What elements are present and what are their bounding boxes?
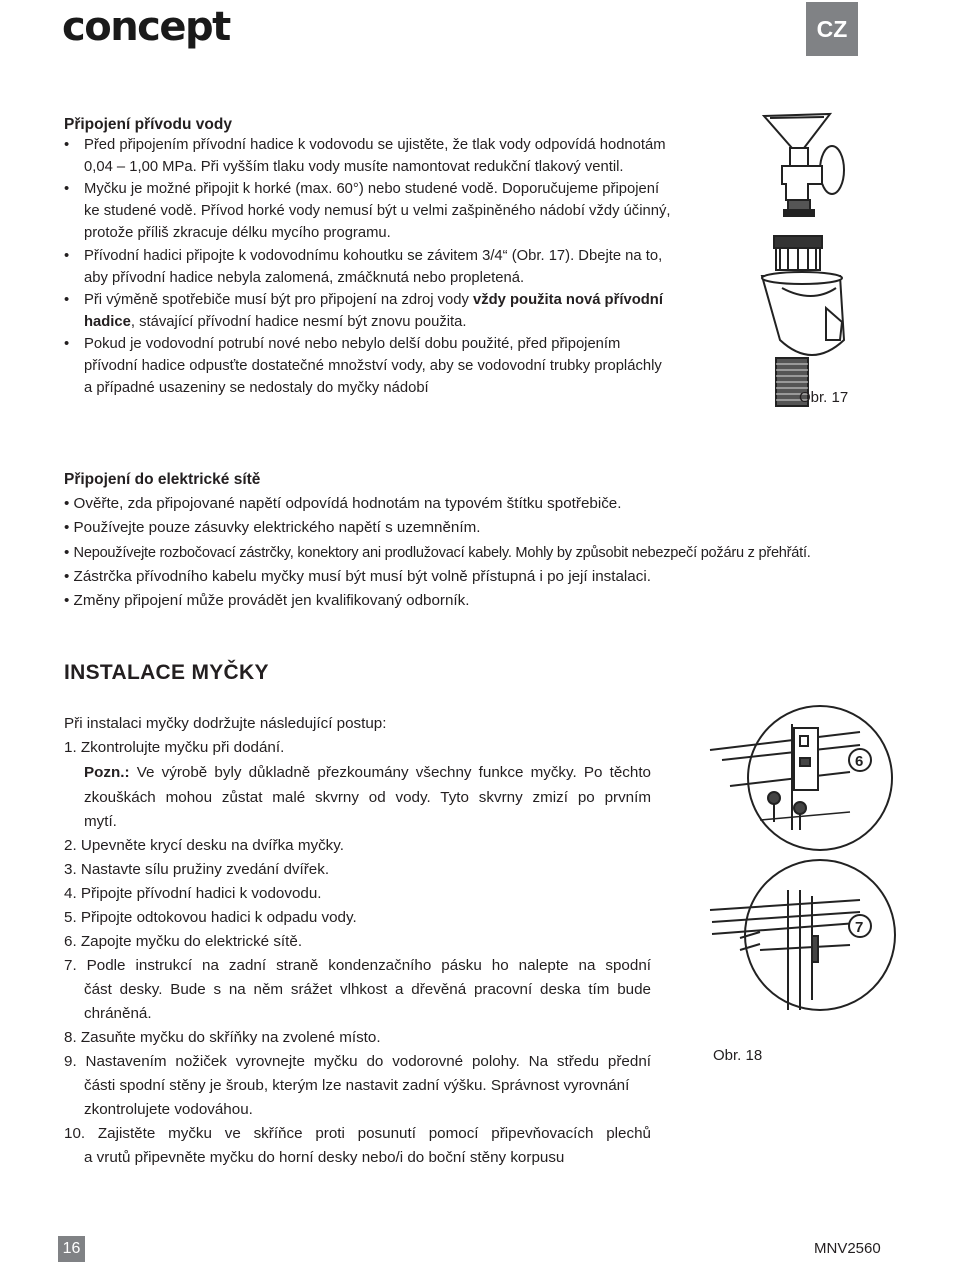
install-step: zkontrolujete vodováhou. bbox=[84, 1101, 253, 1118]
install-step: 8. Zasuňte myčku do skříňky na zvolené místo. bbox=[64, 1029, 381, 1046]
water-bullet-2: • Myčku je možné připojit k horké (max. 60°) nebo studené vodě. Doporučujeme připojení bbox=[64, 181, 660, 197]
install-step: části spodní stěny je šroub, kterým lze nastavit zadní výšku. Správnost vyrovnání bbox=[84, 1077, 630, 1094]
water-section-title: Připojení přívodu vody bbox=[64, 116, 232, 133]
water-bullet-5: • Pokud je vodovodní potrubí nové nebo nebylo delší dobu použité, před připojením bbox=[64, 336, 621, 352]
figure-17-caption: Obr. 17 bbox=[799, 389, 849, 406]
electric-section-title: Připojení do elektrické sítě bbox=[64, 471, 261, 488]
electric-item: • Změny připojení může provádět jen kvalifikovaný odborník. bbox=[64, 592, 470, 609]
callout-6-label: 6 bbox=[855, 753, 864, 770]
page-number: 16 bbox=[58, 1236, 85, 1262]
brand-logo: concept bbox=[62, 4, 230, 50]
install-step: 1. Zkontrolujte myčku při dodání. bbox=[64, 739, 285, 756]
water-line: protože příliš zkracuje délku mycího programu. bbox=[84, 225, 391, 241]
install-step: 2. Upevněte krycí desku na dvířka myčky. bbox=[64, 837, 344, 854]
bullet-dot: • bbox=[64, 336, 70, 352]
emphasis-text: vždy použita nová přívodní bbox=[473, 292, 663, 308]
install-step: 7. Podle instrukcí na zadní straně kondenzačního pásku ho nalepte na spodní bbox=[64, 957, 651, 974]
install-note: Pozn.: Ve výrobě byly důkladně přezkoumány všechny funkce myčky. Po těchto bbox=[84, 764, 651, 781]
water-line: a případné usazeniny se nedostaly do myčky nádobí bbox=[84, 380, 429, 396]
install-step: 6. Zapojte myčku do elektrické sítě. bbox=[64, 933, 303, 950]
electric-item: • Ověřte, zda připojované napětí odpovídá hodnotám na typovém štítku spotřebiče. bbox=[64, 495, 622, 512]
bullet-dot: • bbox=[64, 292, 70, 308]
install-step: 10. Zajistěte myčku ve skříňce proti posunutí pomocí připevňovacích plechů bbox=[64, 1125, 651, 1142]
water-bullet-4: • Při výměně spotřebiče musí být pro připojení na zdroj vody vždy použita nová přívodní bbox=[64, 292, 663, 308]
emphasis-text: hadice bbox=[84, 314, 131, 330]
install-step: část desky. Bude s na něm srážet vlhkost a dřevěná pracovní deska tím bude bbox=[84, 981, 651, 998]
install-step: 5. Připojte odtokovou hadici k odpadu vody. bbox=[64, 909, 357, 926]
install-intro: Při instalaci myčky dodržujte následující postup: bbox=[64, 715, 387, 732]
installation-title: INSTALACE MYČKY bbox=[64, 661, 269, 684]
install-note: mytí. bbox=[84, 813, 117, 830]
water-bullet-3: • Přívodní hadici připojte k vodovodnímu kohoutku se závitem 3/4“ (Obr. 17). Dbejte na to, bbox=[64, 248, 663, 264]
electric-item: • Nepoužívejte rozbočovací zástrčky, konektory ani prodlužovací kabely. Mohly by způsobit nebezpečí požáru z přehřátí. bbox=[64, 544, 811, 561]
install-step: 3. Nastavte sílu pružiny zvedání dvířek. bbox=[64, 861, 330, 878]
bullet-dot: • bbox=[64, 137, 70, 153]
water-line: přívodní hadice odpusťte dostatečné množství vody, aby se vodovodní trubky propláchly bbox=[84, 358, 662, 374]
water-bullet-1: • Před připojením přívodní hadice k vodovodu se ujistěte, že tlak vody odpovídá hodnotám bbox=[64, 137, 666, 153]
water-line: aby přívodní hadice nebyla zalomená, zmáčknutá nebo propletená. bbox=[84, 270, 525, 286]
install-step: a vrutů připevněte myčku do horní desky nebo/i do boční stěny korpusu bbox=[84, 1149, 565, 1166]
water-line: ke studené vodě. Přívod horké vody nemusí být u velmi zašpiněného nádobí vždy účinný, bbox=[84, 203, 671, 219]
install-step: 4. Připojte přívodní hadici k vodovodu. bbox=[64, 885, 322, 902]
install-note: zkouškách mohou zůstat malé skvrny od vody. Tyto skvrny zmizí po prvním bbox=[84, 789, 651, 806]
cabinet-fixing-figure bbox=[700, 700, 900, 1050]
callout-7-label: 7 bbox=[855, 919, 864, 936]
bullet-dot: • bbox=[64, 248, 70, 264]
electric-item: • Používejte pouze zásuvky elektrického napětí s uzemněním. bbox=[64, 519, 481, 536]
language-badge: CZ bbox=[806, 2, 858, 56]
electric-item: • Zástrčka přívodního kabelu myčky musí být musí být volně přístupná i po její instalaci. bbox=[64, 568, 651, 585]
figure-18-caption: Obr. 18 bbox=[713, 1047, 763, 1064]
water-line: 0,04 – 1,00 MPa. Při vyšším tlaku vody musíte namontovat redukční tlakový ventil. bbox=[84, 159, 624, 175]
install-step: chráněná. bbox=[84, 1005, 152, 1022]
install-step: 9. Nastavením nožiček vyrovnejte myčku do vodorovné polohy. Na středu přední bbox=[64, 1053, 651, 1070]
water-line: hadice, stávající přívodní hadice nesmí být znovu použita. bbox=[84, 314, 467, 330]
faucet-hose-figure bbox=[752, 108, 862, 413]
model-number: MNV2560 bbox=[814, 1240, 881, 1257]
bullet-dot: • bbox=[64, 181, 70, 197]
